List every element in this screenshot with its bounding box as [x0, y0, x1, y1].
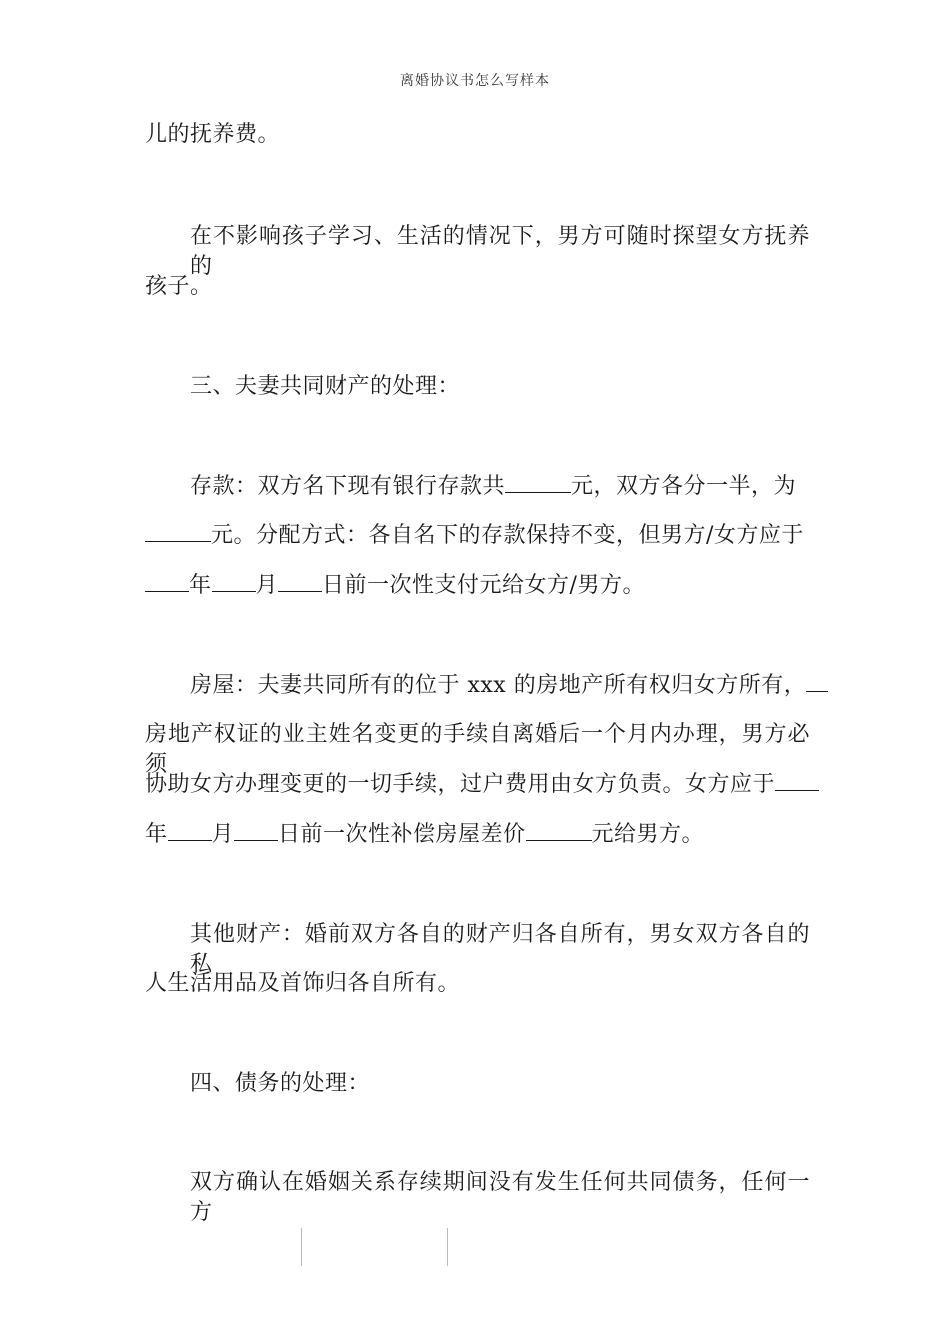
- text-line: 人生活用品及首饰归各自所有。: [145, 971, 461, 996]
- text-segment: 存款：双方名下现有银行存款共: [190, 474, 506, 499]
- fill-blank: [145, 521, 211, 542]
- text-line: [145, 770, 810, 800]
- fill-blank: [278, 571, 322, 592]
- section-heading: 四、债务的处理：: [190, 1071, 371, 1096]
- text-line: [145, 820, 810, 850]
- text-line: 双方确认在婚姻关系存续期间没有发生任何共同债务，任何一方: [190, 1170, 810, 1225]
- text-line: 在不影响孩子学习、生活的情况下，男方可随时探望女方抚养的: [190, 224, 810, 279]
- text-line: [145, 521, 810, 551]
- fill-blank: [775, 770, 819, 791]
- text-line: 其他财产：婚前双方各自的财产归各自所有，男女双方各自的私: [190, 922, 810, 977]
- text-line: [190, 472, 810, 502]
- fill-blank: [145, 571, 189, 592]
- fill-blank: [168, 820, 212, 841]
- text-line: [145, 571, 810, 601]
- text-segment: 协助女方办理变更的一切手续，过户费用由女方负责。女方应于: [145, 772, 776, 797]
- fill-blank: [505, 472, 571, 493]
- page-header: 离婚协议书怎么写样本: [400, 73, 550, 89]
- text-line: [190, 671, 810, 701]
- fill-blank: [526, 820, 592, 841]
- text-segment: 年: [189, 573, 212, 598]
- text-segment: 日前一次性支付元给女方/男方。: [322, 573, 645, 598]
- text-line: 孩子。: [145, 274, 213, 299]
- fill-blank: [212, 571, 256, 592]
- text-segment: 元给男方。: [591, 822, 705, 847]
- text-segment: 日前一次性补偿房屋差价: [278, 822, 526, 847]
- divider: [447, 1228, 448, 1266]
- text-segment: 元。分配方式：各自名下的存款保持不变，但男方/女方应于: [211, 523, 804, 548]
- text-segment: 月: [255, 573, 279, 598]
- text-segment: 房屋：夫妻共同所有的位于 xxx 的房地产所有权归女方所有，: [190, 673, 807, 698]
- text-segment: 月: [211, 822, 235, 847]
- section-heading: 三、夫妻共同财产的处理：: [190, 374, 461, 399]
- fill-blank: [234, 820, 278, 841]
- text-segment: 元，双方各分一半，为: [571, 474, 797, 499]
- text-line: 房地产权证的业主姓名变更的手续自离婚后一个月内办理，男方必须: [145, 722, 810, 777]
- text-line: 儿的抚养费。: [145, 122, 281, 147]
- text-segment: 年: [145, 822, 168, 847]
- divider: [301, 1228, 302, 1266]
- fill-blank: [806, 671, 828, 692]
